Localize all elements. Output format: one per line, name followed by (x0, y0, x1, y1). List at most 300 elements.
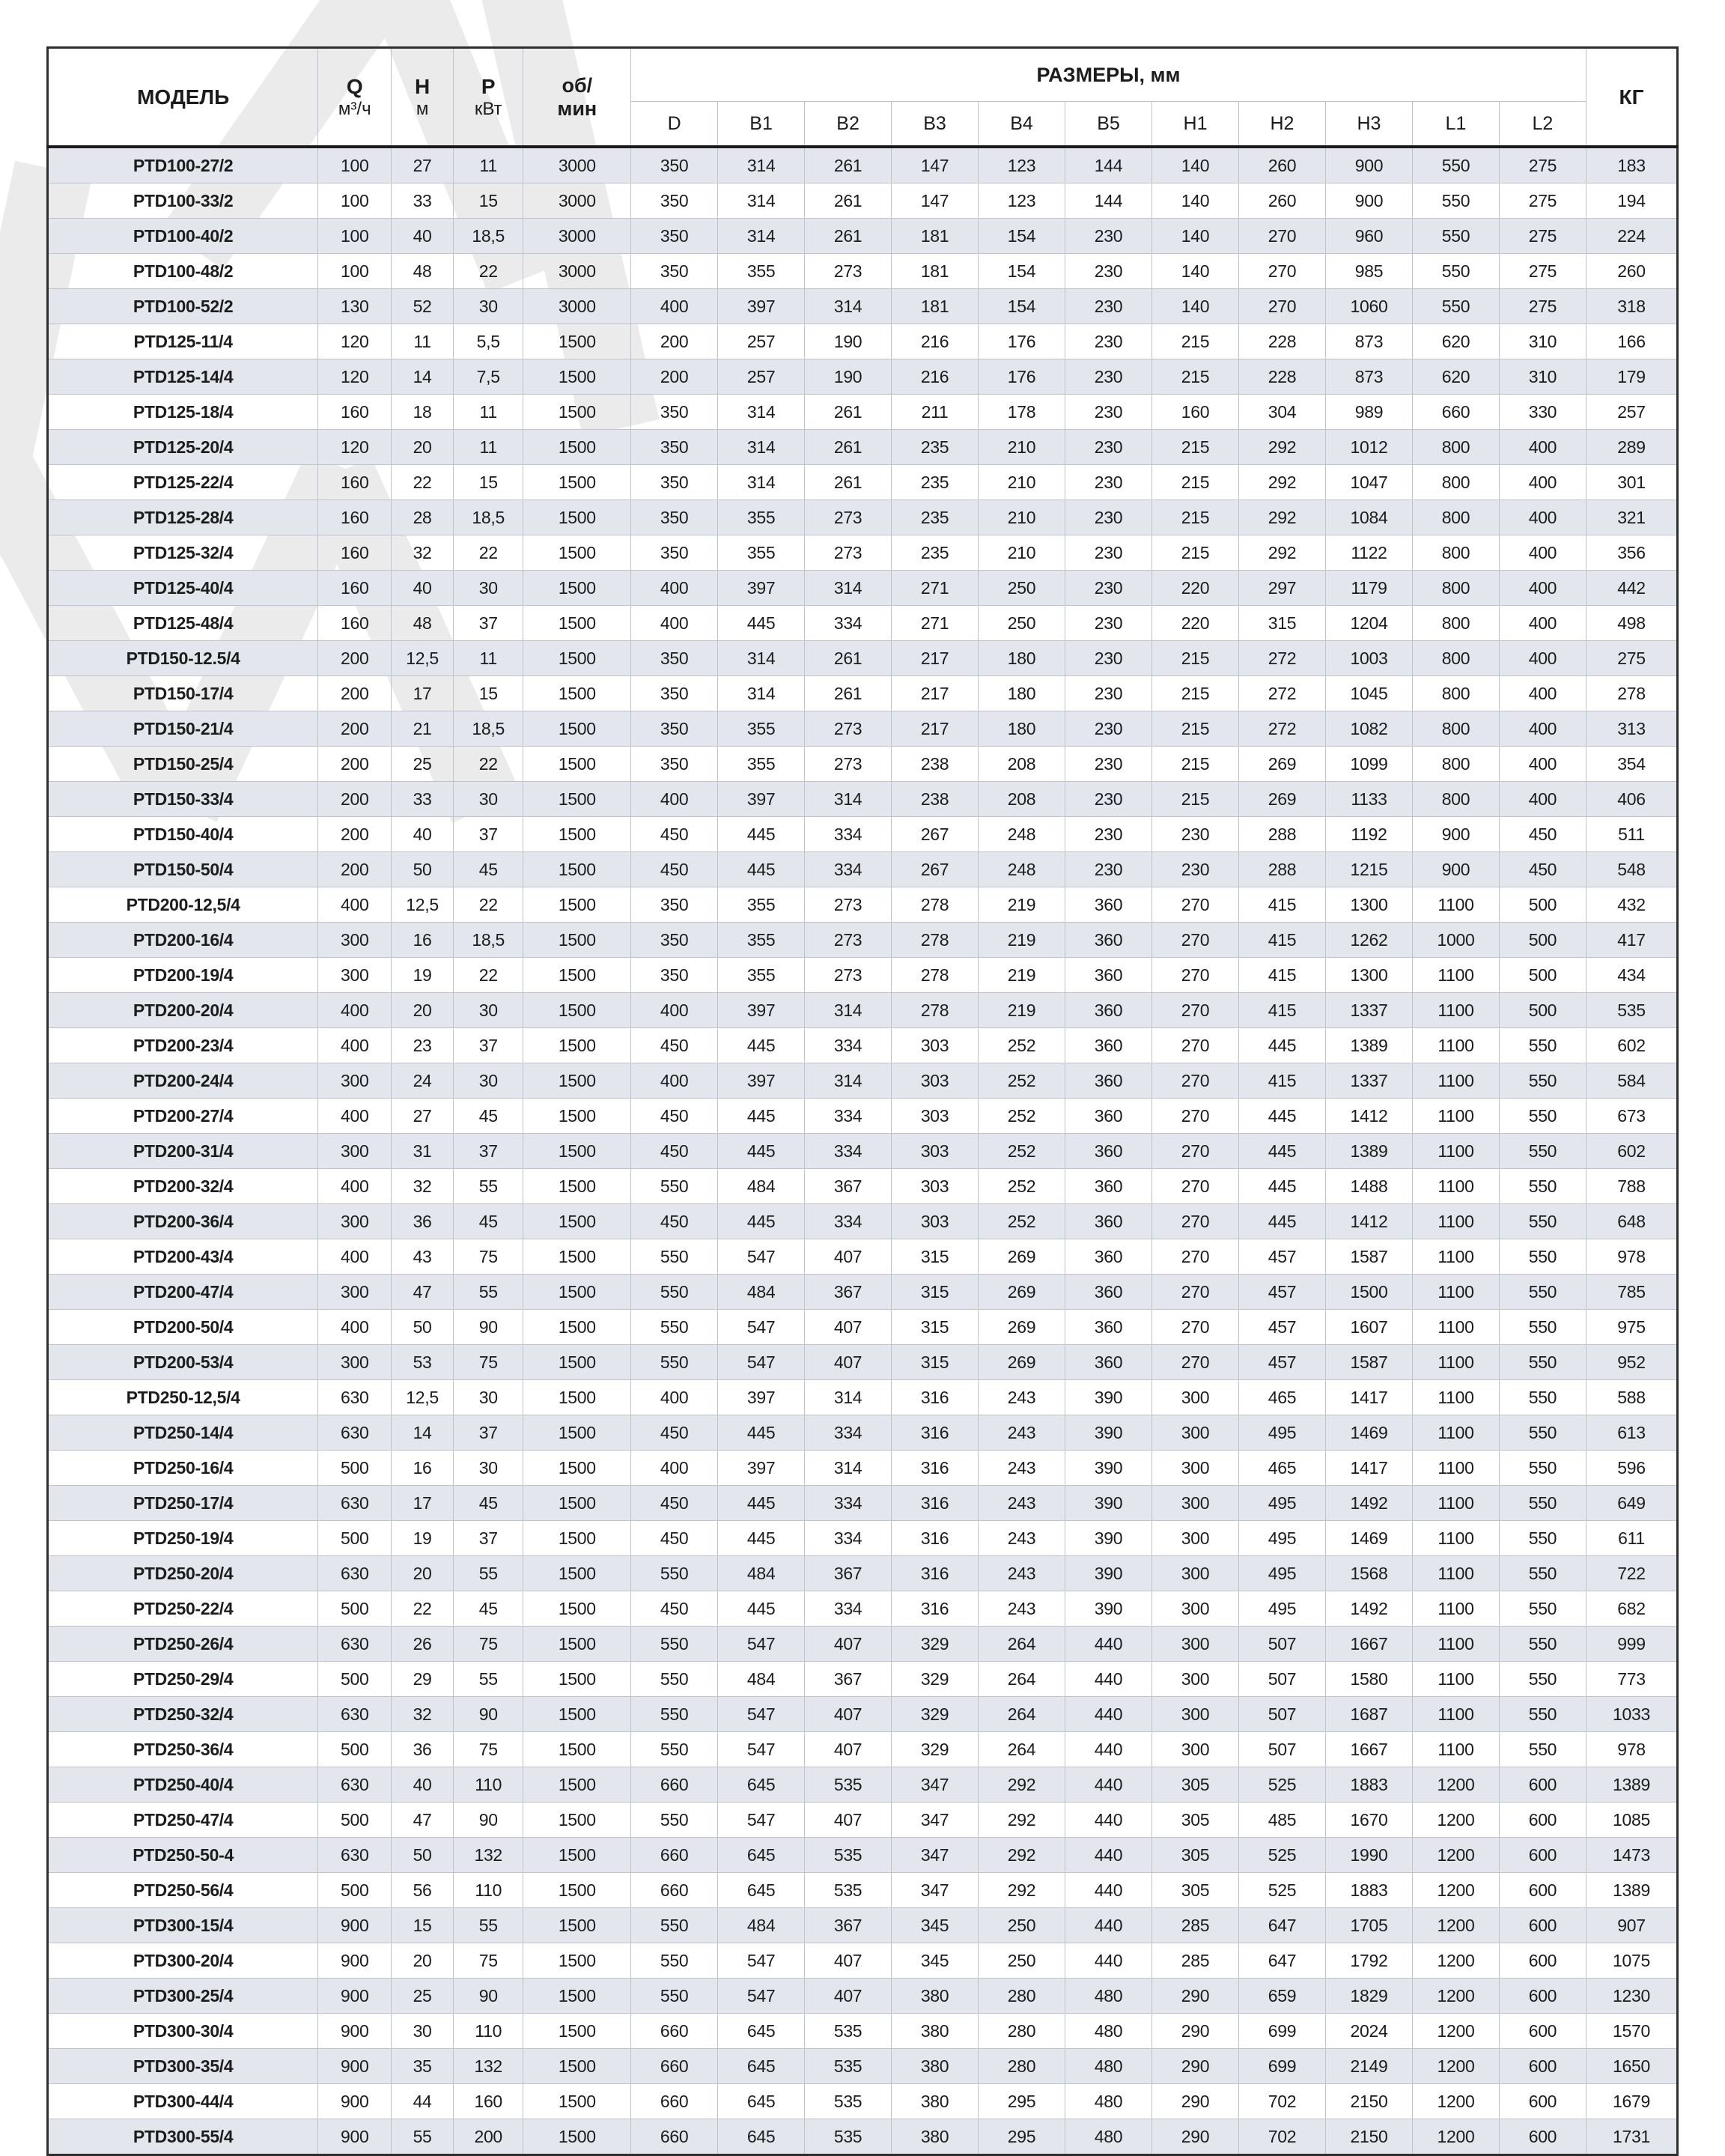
cell-value: 48 (392, 254, 454, 289)
cell-value: 292 (1239, 535, 1326, 571)
cell-value: 380 (892, 2014, 979, 2049)
cell-value: 264 (979, 1662, 1065, 1697)
cell-value: 1500 (523, 1063, 631, 1099)
cell-value: 154 (979, 289, 1065, 324)
cell-value: 511 (1586, 817, 1677, 852)
h-label: Н (414, 74, 431, 98)
cell-value: 210 (979, 465, 1065, 500)
column-header-l1: L1 (1412, 102, 1499, 148)
cell-value: 1500 (523, 2014, 631, 2049)
cell-value: 22 (392, 465, 454, 500)
cell-value: 275 (1499, 147, 1586, 183)
cell-value: 230 (1065, 324, 1152, 359)
cell-value: 243 (979, 1486, 1065, 1521)
cell-value: 397 (718, 571, 805, 606)
cell-value: 360 (1065, 1204, 1152, 1239)
cell-value: 602 (1586, 1028, 1677, 1063)
cell-value: 48 (392, 606, 454, 641)
cell-value: 329 (892, 1627, 979, 1662)
cell-value: 480 (1065, 1979, 1152, 2014)
cell-value: 285 (1152, 1943, 1239, 1979)
cell-value: 1469 (1325, 1415, 1412, 1451)
cell-value: 645 (718, 1767, 805, 1803)
cell-value: 1100 (1412, 958, 1499, 993)
cell-value: 550 (1412, 254, 1499, 289)
cell-value: 290 (1152, 2049, 1239, 2084)
cell-value: 154 (979, 254, 1065, 289)
cell-value: 596 (1586, 1451, 1677, 1486)
cell-value: 630 (318, 1486, 392, 1521)
cell-value: 535 (805, 1767, 892, 1803)
cell-value: 350 (631, 887, 718, 923)
cell-value: 305 (1152, 1767, 1239, 1803)
cell-value: 495 (1239, 1521, 1326, 1556)
cell-value: 645 (718, 2119, 805, 2155)
cell-value: 465 (1239, 1380, 1326, 1415)
cell-value: 702 (1239, 2084, 1326, 2119)
cell-value: 1100 (1412, 1556, 1499, 1591)
cell-value: 140 (1152, 147, 1239, 183)
cell-value: 278 (892, 958, 979, 993)
cell-value: 273 (805, 711, 892, 747)
cell-value: 360 (1065, 1310, 1152, 1345)
cell-value: 345 (892, 1908, 979, 1943)
cell-value: 484 (718, 1169, 805, 1204)
cell-value: 900 (318, 1943, 392, 1979)
cell-value: 952 (1586, 1345, 1677, 1380)
cell-value: 178 (979, 395, 1065, 430)
column-header-b5: B5 (1065, 102, 1152, 148)
cell-value: 1300 (1325, 958, 1412, 993)
cell-value: 978 (1586, 1732, 1677, 1767)
cell-value: 500 (318, 1803, 392, 1838)
cell-value: 22 (453, 887, 523, 923)
cell-value: 1500 (523, 1732, 631, 1767)
cell-value: 600 (1499, 2049, 1586, 2084)
cell-value: 15 (392, 1908, 454, 1943)
cell-value: 250 (979, 1908, 1065, 1943)
cell-value: 500 (1499, 958, 1586, 993)
cell-value: 273 (805, 958, 892, 993)
cell-value: 900 (318, 2119, 392, 2155)
cell-value: 1500 (523, 782, 631, 817)
cell-value: 1500 (523, 1204, 631, 1239)
cell-value: 900 (1412, 852, 1499, 887)
cell-value: 440 (1065, 1908, 1152, 1943)
cell-value: 355 (718, 887, 805, 923)
cell-value: 1500 (523, 1908, 631, 1943)
cell-value: 123 (979, 147, 1065, 183)
cell-value: 1500 (523, 747, 631, 782)
cell-value: 215 (1152, 500, 1239, 535)
cell-model: PTD300-44/4 (48, 2084, 318, 2119)
column-header-model: МОДЕЛЬ (48, 48, 318, 148)
cell-value: 400 (318, 1239, 392, 1275)
cell-value: 3000 (523, 219, 631, 254)
cell-value: 1670 (1325, 1803, 1412, 1838)
cell-model: PTD100-27/2 (48, 147, 318, 183)
cell-value: 314 (718, 465, 805, 500)
cell-value: 630 (318, 1767, 392, 1803)
cell-value: 230 (1065, 254, 1152, 289)
cell-value: 1337 (1325, 993, 1412, 1028)
cell-value: 18,5 (453, 500, 523, 535)
cell-value: 660 (631, 1838, 718, 1873)
cell-value: 17 (392, 1486, 454, 1521)
cell-value: 525 (1239, 1767, 1326, 1803)
table-row (48, 1521, 1678, 1556)
cell-value: 228 (1239, 359, 1326, 395)
cell-value: 350 (631, 641, 718, 676)
cell-value: 11 (453, 395, 523, 430)
cell-value: 350 (631, 500, 718, 535)
cell-value: 7,5 (453, 359, 523, 395)
cell-value: 210 (979, 535, 1065, 571)
cell-value: 280 (979, 2014, 1065, 2049)
cell-value: 1705 (1325, 1908, 1412, 1943)
cell-value: 800 (1412, 430, 1499, 465)
cell-value: 1100 (1412, 1204, 1499, 1239)
cell-value: 300 (1152, 1451, 1239, 1486)
cell-value: 55 (392, 2119, 454, 2155)
table-row (48, 1627, 1678, 1662)
cell-value: 33 (392, 782, 454, 817)
cell-value: 600 (1499, 1979, 1586, 2014)
cell-value: 270 (1152, 1204, 1239, 1239)
cell-value: 1883 (1325, 1873, 1412, 1908)
cell-value: 390 (1065, 1521, 1152, 1556)
cell-value: 3000 (523, 147, 631, 183)
cell-value: 11 (453, 641, 523, 676)
table-row (48, 1415, 1678, 1451)
cell-value: 445 (718, 1486, 805, 1521)
cell-value: 1100 (1412, 1662, 1499, 1697)
cell-value: 2150 (1325, 2084, 1412, 2119)
cell-value: 500 (318, 1732, 392, 1767)
cell-model: PTD125-32/4 (48, 535, 318, 571)
cell-value: 315 (892, 1275, 979, 1310)
cell-value: 547 (718, 1239, 805, 1275)
cell-value: 303 (892, 1099, 979, 1134)
cell-value: 900 (318, 2084, 392, 2119)
cell-value: 269 (1239, 747, 1326, 782)
cell-value: 397 (718, 993, 805, 1028)
cell-value: 630 (318, 1697, 392, 1732)
cell-value: 535 (805, 2119, 892, 2155)
cell-model: PTD125-20/4 (48, 430, 318, 465)
cell-value: 257 (718, 324, 805, 359)
cell-value: 200 (318, 747, 392, 782)
cell-value: 235 (892, 500, 979, 535)
cell-value: 1122 (1325, 535, 1412, 571)
cell-value: 400 (631, 571, 718, 606)
cell-value: 1500 (523, 1099, 631, 1134)
cell-value: 550 (1499, 1239, 1586, 1275)
cell-value: 166 (1586, 324, 1677, 359)
cell-value: 243 (979, 1591, 1065, 1627)
cell-value: 648 (1586, 1204, 1677, 1239)
cell-value: 200 (318, 676, 392, 711)
cell-value: 55 (453, 1908, 523, 1943)
cell-value: 355 (718, 958, 805, 993)
cell-value: 440 (1065, 1838, 1152, 1873)
cell-value: 1060 (1325, 289, 1412, 324)
cell-value: 1200 (1412, 1979, 1499, 2014)
cell-value: 500 (1499, 887, 1586, 923)
cell-value: 434 (1586, 958, 1677, 993)
cell-value: 28 (392, 500, 454, 535)
cell-value: 360 (1065, 958, 1152, 993)
cell-value: 305 (1152, 1873, 1239, 1908)
cell-value: 1500 (523, 2119, 631, 2155)
cell-value: 1000 (1412, 923, 1499, 958)
cell-value: 230 (1065, 395, 1152, 430)
table-row (48, 183, 1678, 219)
cell-model: PTD250-47/4 (48, 1803, 318, 1838)
cell-value: 960 (1325, 219, 1412, 254)
cell-value: 75 (453, 1345, 523, 1380)
cell-value: 19 (392, 1521, 454, 1556)
cell-value: 250 (979, 1943, 1065, 1979)
table-row (48, 1134, 1678, 1169)
cell-value: 1500 (523, 641, 631, 676)
table-row (48, 1169, 1678, 1204)
cell-value: 270 (1152, 993, 1239, 1028)
cell-value: 535 (805, 2014, 892, 2049)
cell-value: 120 (318, 359, 392, 395)
cell-value: 900 (318, 2049, 392, 2084)
cell-value: 230 (1065, 676, 1152, 711)
cell-value: 367 (805, 1169, 892, 1204)
cell-value: 442 (1586, 571, 1677, 606)
column-header-h3: H3 (1325, 102, 1412, 148)
cell-value: 176 (979, 359, 1065, 395)
table-row (48, 1204, 1678, 1239)
cell-value: 440 (1065, 1943, 1152, 1979)
cell-value: 350 (631, 395, 718, 430)
cell-value: 17 (392, 676, 454, 711)
cell-value: 210 (979, 500, 1065, 535)
cell-value: 1500 (523, 1697, 631, 1732)
cell-value: 360 (1065, 993, 1152, 1028)
cell-value: 300 (1152, 1380, 1239, 1415)
cell-value: 140 (1152, 219, 1239, 254)
cell-value: 269 (979, 1310, 1065, 1345)
cell-value: 445 (1239, 1204, 1326, 1239)
cell-value: 260 (1586, 254, 1677, 289)
cell-value: 334 (805, 1099, 892, 1134)
cell-value: 273 (805, 747, 892, 782)
table-row (48, 1591, 1678, 1627)
cell-value: 445 (1239, 1028, 1326, 1063)
cell-value: 315 (892, 1345, 979, 1380)
q-label: Q (346, 74, 363, 98)
cell-value: 45 (453, 1591, 523, 1627)
cell-model: PTD250-36/4 (48, 1732, 318, 1767)
cell-value: 1204 (1325, 606, 1412, 641)
cell-value: 100 (318, 254, 392, 289)
cell-value: 250 (979, 571, 1065, 606)
cell-value: 11 (392, 324, 454, 359)
cell-value: 450 (631, 1134, 718, 1169)
cell-value: 334 (805, 606, 892, 641)
cell-value: 230 (1065, 465, 1152, 500)
cell-value: 248 (979, 817, 1065, 852)
cell-value: 445 (1239, 1169, 1326, 1204)
table-row (48, 1908, 1678, 1943)
cell-value: 440 (1065, 1873, 1152, 1908)
cell-value: 314 (718, 641, 805, 676)
cell-model: PTD250-20/4 (48, 1556, 318, 1591)
cell-value: 215 (1152, 711, 1239, 747)
cell-value: 400 (1499, 430, 1586, 465)
cell-value: 269 (1239, 782, 1326, 817)
cell-value: 550 (1499, 1063, 1586, 1099)
cell-value: 215 (1152, 747, 1239, 782)
cell-value: 400 (631, 1380, 718, 1415)
cell-model: PTD200-47/4 (48, 1275, 318, 1310)
cell-value: 873 (1325, 359, 1412, 395)
column-header-weight: КГ (1586, 48, 1677, 148)
cell-value: 1650 (1586, 2049, 1677, 2084)
cell-value: 37 (453, 817, 523, 852)
cell-value: 1075 (1586, 1943, 1677, 1979)
cell-model: PTD100-33/2 (48, 183, 318, 219)
cell-value: 22 (453, 254, 523, 289)
cell-model: PTD250-32/4 (48, 1697, 318, 1732)
cell-value: 380 (892, 2049, 979, 2084)
cell-value: 12,5 (392, 1380, 454, 1415)
cell-value: 22 (392, 1591, 454, 1627)
cell-value: 252 (979, 1204, 1065, 1239)
cell-value: 1230 (1586, 1979, 1677, 2014)
cell-value: 1792 (1325, 1943, 1412, 1979)
cell-value: 314 (805, 1451, 892, 1486)
cell-value: 30 (392, 2014, 454, 2049)
cell-value: 257 (1586, 395, 1677, 430)
cell-value: 547 (718, 1310, 805, 1345)
cell-value: 215 (1152, 676, 1239, 711)
cell-value: 350 (631, 535, 718, 571)
cell-value: 235 (892, 465, 979, 500)
cell-value: 1473 (1586, 1838, 1677, 1873)
cell-value: 270 (1152, 958, 1239, 993)
cell-value: 1488 (1325, 1169, 1412, 1204)
cell-value: 550 (631, 1697, 718, 1732)
cell-value: 29 (392, 1662, 454, 1697)
cell-value: 600 (1499, 2014, 1586, 2049)
table-header (48, 48, 1678, 148)
cell-model: PTD250-17/4 (48, 1486, 318, 1521)
cell-value: 252 (979, 1063, 1065, 1099)
cell-value: 243 (979, 1521, 1065, 1556)
cell-value: 900 (318, 2014, 392, 2049)
cell-value: 445 (718, 1521, 805, 1556)
cell-value: 485 (1239, 1803, 1326, 1838)
cell-value: 269 (979, 1239, 1065, 1275)
cell-value: 47 (392, 1803, 454, 1838)
cell-value: 1200 (1412, 1803, 1499, 1838)
cell-value: 360 (1065, 1063, 1152, 1099)
cell-value: 3000 (523, 183, 631, 219)
cell-value: 300 (1152, 1627, 1239, 1662)
cell-value: 1500 (523, 1838, 631, 1873)
cell-value: 314 (805, 993, 892, 1028)
cell-value: 264 (979, 1697, 1065, 1732)
cell-model: PTD300-30/4 (48, 2014, 318, 2049)
cell-value: 407 (805, 1732, 892, 1767)
cell-value: 30 (453, 782, 523, 817)
cell-value: 620 (1412, 359, 1499, 395)
cell-value: 140 (1152, 254, 1239, 289)
column-header-h2: H2 (1239, 102, 1326, 148)
cell-value: 480 (1065, 2084, 1152, 2119)
cell-value: 200 (318, 711, 392, 747)
cell-value: 1047 (1325, 465, 1412, 500)
column-header-p (453, 48, 523, 148)
cell-value: 1100 (1412, 887, 1499, 923)
cell-value: 37 (453, 606, 523, 641)
cell-value: 160 (318, 395, 392, 430)
cell-value: 289 (1586, 430, 1677, 465)
cell-value: 292 (1239, 465, 1326, 500)
cell-value: 50 (392, 1310, 454, 1345)
cell-value: 90 (453, 1803, 523, 1838)
cell-model: PTD150-21/4 (48, 711, 318, 747)
cell-value: 24 (392, 1063, 454, 1099)
cell-value: 261 (805, 676, 892, 711)
cell-value: 290 (1152, 1979, 1239, 2014)
cell-value: 550 (631, 1627, 718, 1662)
cell-value: 181 (892, 254, 979, 289)
cell-value: 450 (631, 817, 718, 852)
cell-value: 280 (979, 2049, 1065, 2084)
cell-value: 50 (392, 1838, 454, 1873)
cell-value: 550 (631, 1310, 718, 1345)
table-row (48, 571, 1678, 606)
cell-model: PTD150-50/4 (48, 852, 318, 887)
cell-value: 1084 (1325, 500, 1412, 535)
cell-value: 30 (453, 1380, 523, 1415)
cell-value: 550 (631, 1345, 718, 1380)
cell-value: 270 (1152, 1169, 1239, 1204)
cell-value: 272 (1239, 641, 1326, 676)
cell-value: 1100 (1412, 1415, 1499, 1451)
table-row (48, 1380, 1678, 1415)
cell-value: 1568 (1325, 1556, 1412, 1591)
table-row (48, 254, 1678, 289)
cell-value: 975 (1586, 1310, 1677, 1345)
cell-value: 220 (1152, 571, 1239, 606)
cell-value: 611 (1586, 1521, 1677, 1556)
cell-value: 600 (1499, 2119, 1586, 2155)
cell-value: 450 (631, 1521, 718, 1556)
cell-value: 1100 (1412, 1345, 1499, 1380)
cell-value: 22 (453, 747, 523, 782)
cell-value: 649 (1586, 1486, 1677, 1521)
cell-model: PTD150-25/4 (48, 747, 318, 782)
cell-value: 800 (1412, 465, 1499, 500)
cell-value: 602 (1586, 1134, 1677, 1169)
cell-value: 445 (1239, 1134, 1326, 1169)
cell-value: 230 (1065, 747, 1152, 782)
cell-value: 535 (805, 1838, 892, 1873)
cell-value: 215 (1152, 535, 1239, 571)
cell-value: 800 (1412, 535, 1499, 571)
cell-value: 660 (631, 2119, 718, 2155)
cell-value: 160 (318, 465, 392, 500)
cell-value: 230 (1152, 852, 1239, 887)
